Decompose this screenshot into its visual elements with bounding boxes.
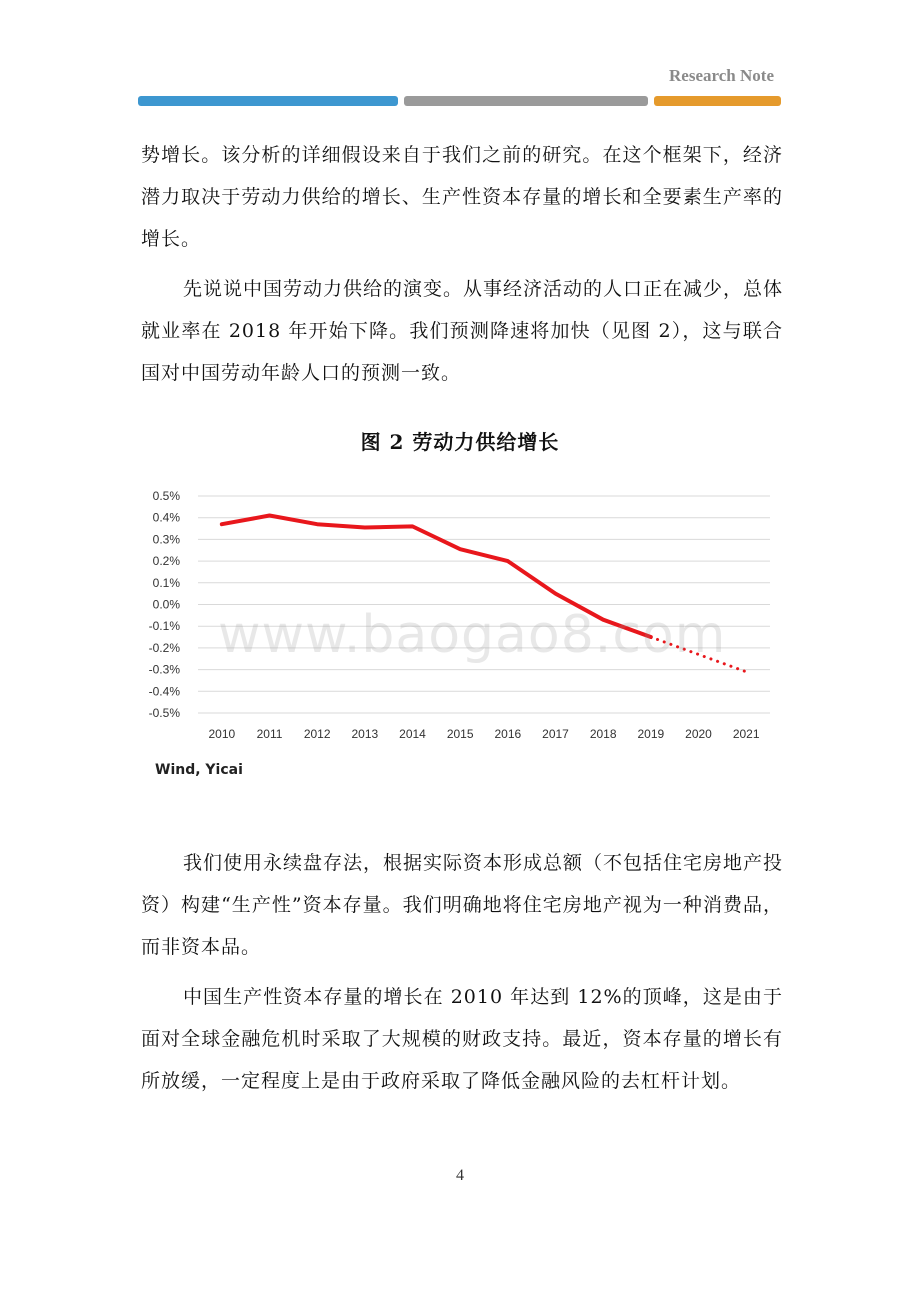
x-tick-label: 2011 [256,727,283,741]
x-tick-label: 2016 [494,727,522,741]
paragraph-2: 先说说中国劳动力供给的演变。从事经济活动的人口正在减少，总体就业率在 2018 年开始下降。我们预测降速将加快（见图 2），这与联合国对中国劳动年龄人口的预测一致。 [141,278,784,384]
y-tick-label: 0.0% [152,597,180,612]
y-tick-label: -0.3% [148,662,180,677]
x-tick-label: 2018 [589,727,617,741]
x-tick-label: 2012 [303,727,331,741]
x-tick-label: 2010 [208,727,236,741]
y-tick-label: 0.2% [152,554,180,569]
x-tick-label: 2017 [542,727,569,741]
paragraph-4: 中国生产性资本存量的增长在 2010 年达到 12%的顶峰，这是由于面对全球金融危机时采取了大规模的财政支持。最近，资本存量的增长有所放缓，一定程度上是由于政府采取了降低金融风险的去杠杆计划。 [141,986,783,1092]
x-tick-label: 2014 [399,727,426,741]
y-tick-label: -0.5% [148,706,180,720]
x-tick-label: 2013 [351,727,379,741]
y-tick-label: 0.3% [152,532,180,547]
x-tick-label: 2021 [732,727,760,741]
figure-source: Wind, Yicai [155,762,243,778]
x-tick-label: 2015 [446,727,474,741]
header-bar-blue [138,96,398,106]
page-number: 4 [456,1167,464,1184]
x-tick-label: 2020 [685,727,712,741]
figure-title: 图 2 劳动力供给增长 [360,430,560,454]
paragraph-3: 我们使用永续盘存法，根据实际资本形成总额（不包括住宅房地产投资）构建“生产性”资本存量。我们明确地将住宅房地产视为一种消费品，而非资本品。 [141,852,784,958]
y-tick-label: 0.1% [152,575,180,590]
header-bar-orange [654,96,781,106]
y-tick-label: -0.2% [148,640,180,655]
watermark: www.baogao8.com [218,605,727,665]
y-tick-label: 0.4% [152,510,180,525]
y-tick-label: 0.5% [152,489,180,503]
y-tick-label: -0.1% [148,619,180,634]
x-tick-label: 2019 [637,727,665,741]
y-tick-label: -0.4% [148,684,180,699]
header-title: Research Note [669,66,774,85]
paragraph-1: 势增长。该分析的详细假设来自于我们之前的研究。在这个框架下，经济潜力取决于劳动力供给的增长、生产性资本存量的增长和全要素生产率的增长。 [141,144,783,250]
header-bar-gray [404,96,648,106]
